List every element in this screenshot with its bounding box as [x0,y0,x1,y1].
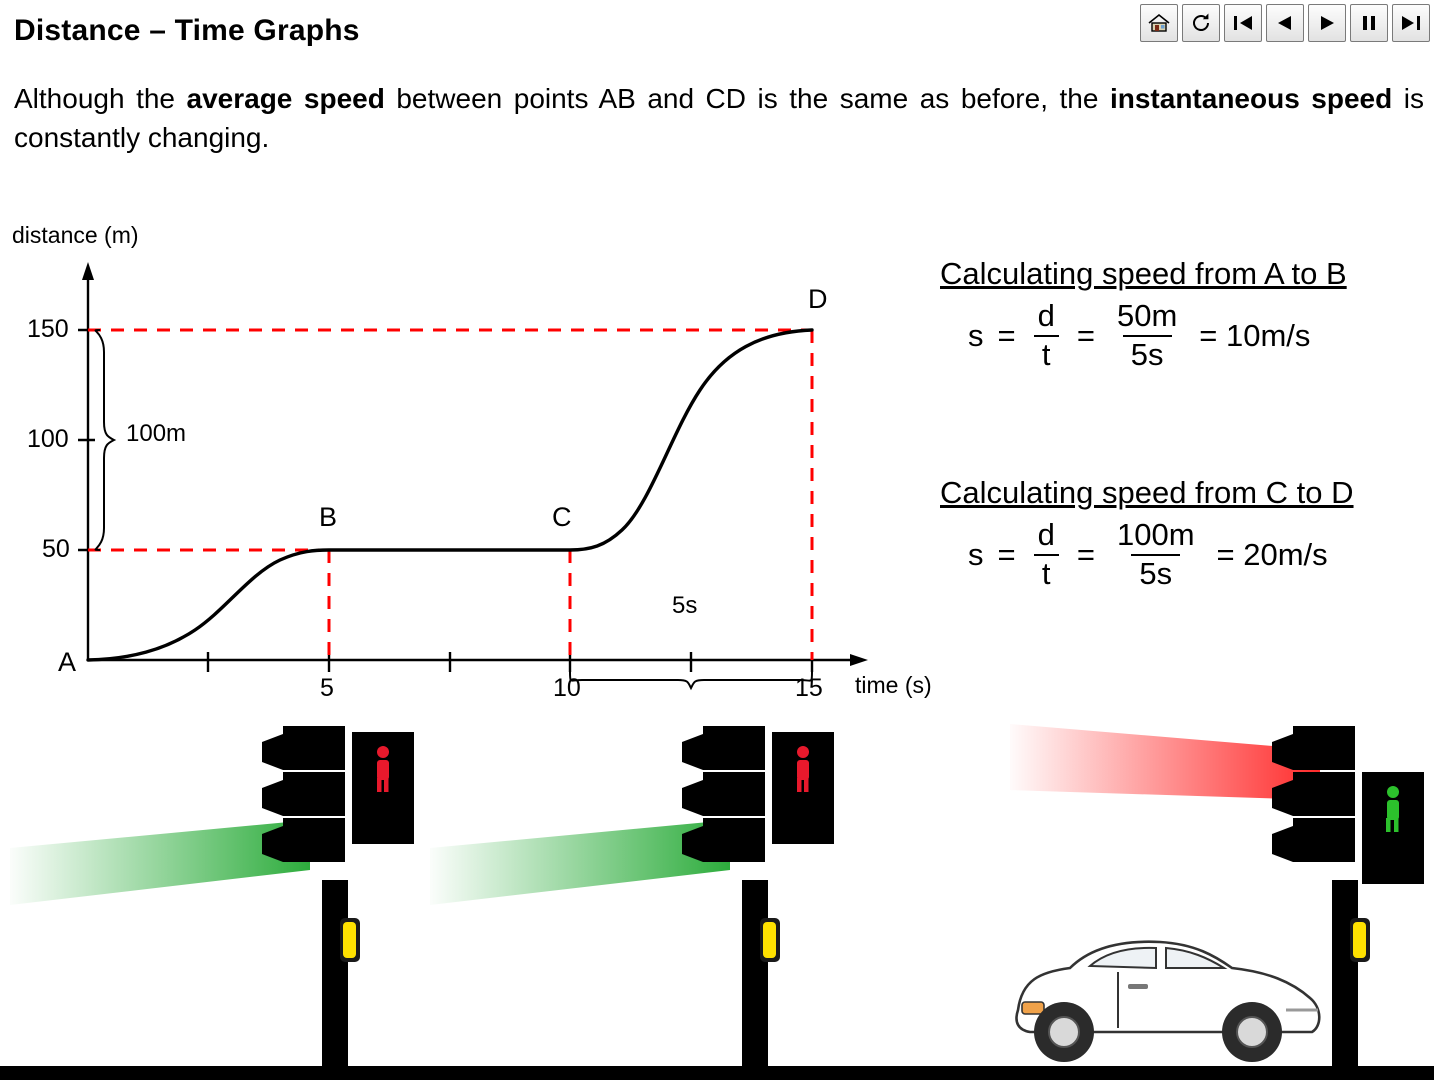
skip-forward-icon[interactable] [1392,4,1430,42]
calc-ab-equals-2: = [1076,317,1095,353]
calc-cd-denominator-t: t [1034,554,1059,591]
playback-toolbar[interactable] [1140,4,1430,42]
calc-cd-equation [968,519,1354,590]
pause-icon[interactable] [1350,4,1388,42]
calc-cd-fraction-dt [1030,519,1063,590]
point-label-a: A [58,647,77,677]
body-text: Although the [14,83,187,114]
calc-cd-s: s [968,536,984,572]
calc-cd-heading: Calculating speed from C to D [940,475,1354,510]
body-text: is constantly changing. [14,83,1424,153]
calc-cd-result: = 20m/s [1216,536,1328,572]
home-icon[interactable] [1140,4,1178,42]
y-axis-label: distance (m) [12,222,139,248]
calc-cd-equals-2: = [1076,536,1095,572]
calc-ab-numerator-d: d [1037,298,1055,333]
annotation-100m: 100m [126,420,187,447]
calc-ab-fraction-values [1109,300,1185,371]
beam-green-2 [430,820,730,905]
x-tick-5: 5 [320,674,334,702]
calc-ab-result: = 10m/s [1199,317,1311,353]
x-tick-10: 10 [553,674,581,702]
calc-ab-numerator-50m: 50m [1116,298,1178,333]
y-tick-100: 100 [27,425,69,453]
calc-cd-fraction-values [1109,519,1203,590]
calc-ab-denominator-5s: 5s [1123,335,1172,372]
traffic-light-1 [262,726,414,1080]
calc-cd-numerator-d: d [1037,517,1055,552]
page-title: Distance – Time Graphs [14,14,360,47]
intro-paragraph [14,80,1424,157]
body-text: between points AB and CD is the same as before, the [384,83,1110,114]
next-icon[interactable] [1308,4,1346,42]
calc-cd-numerator-100m: 100m [1116,517,1195,552]
emphasis-text: instantaneous speed [1109,83,1393,114]
previous-icon[interactable] [1266,4,1304,42]
calc-ab-fraction-dt [1030,300,1063,371]
x-axis-label: time (s) [855,672,932,698]
y-tick-50: 50 [42,535,70,563]
calc-ab-s: s [968,317,984,353]
calc-cd-equals-1: = [997,536,1016,572]
calculation-ab [940,256,1347,371]
scene-svg [0,710,1434,1080]
calc-ab-denominator-t: t [1034,335,1059,372]
calc-ab-equals-1: = [997,317,1016,353]
car [1017,942,1320,1062]
x-tick-15: 15 [795,674,823,702]
point-label-b: B [319,502,338,532]
beam-green-1 [10,820,310,905]
reload-icon[interactable] [1182,4,1220,42]
point-label-c: C [552,502,572,532]
y-tick-150: 150 [27,315,69,343]
calc-cd-denominator-5s: 5s [1131,554,1180,591]
traffic-scene [0,710,1434,1080]
skip-back-icon[interactable] [1224,4,1262,42]
calc-ab-equation [968,300,1347,371]
calc-ab-heading: Calculating speed from A to B [940,256,1347,291]
traffic-light-2 [682,726,834,1080]
road-line [0,1066,1434,1080]
emphasis-text: average speed [186,83,385,114]
calculation-cd [940,475,1354,590]
annotation-5s: 5s [672,592,698,619]
distance-time-graph [0,222,960,712]
point-label-d: D [808,284,828,314]
